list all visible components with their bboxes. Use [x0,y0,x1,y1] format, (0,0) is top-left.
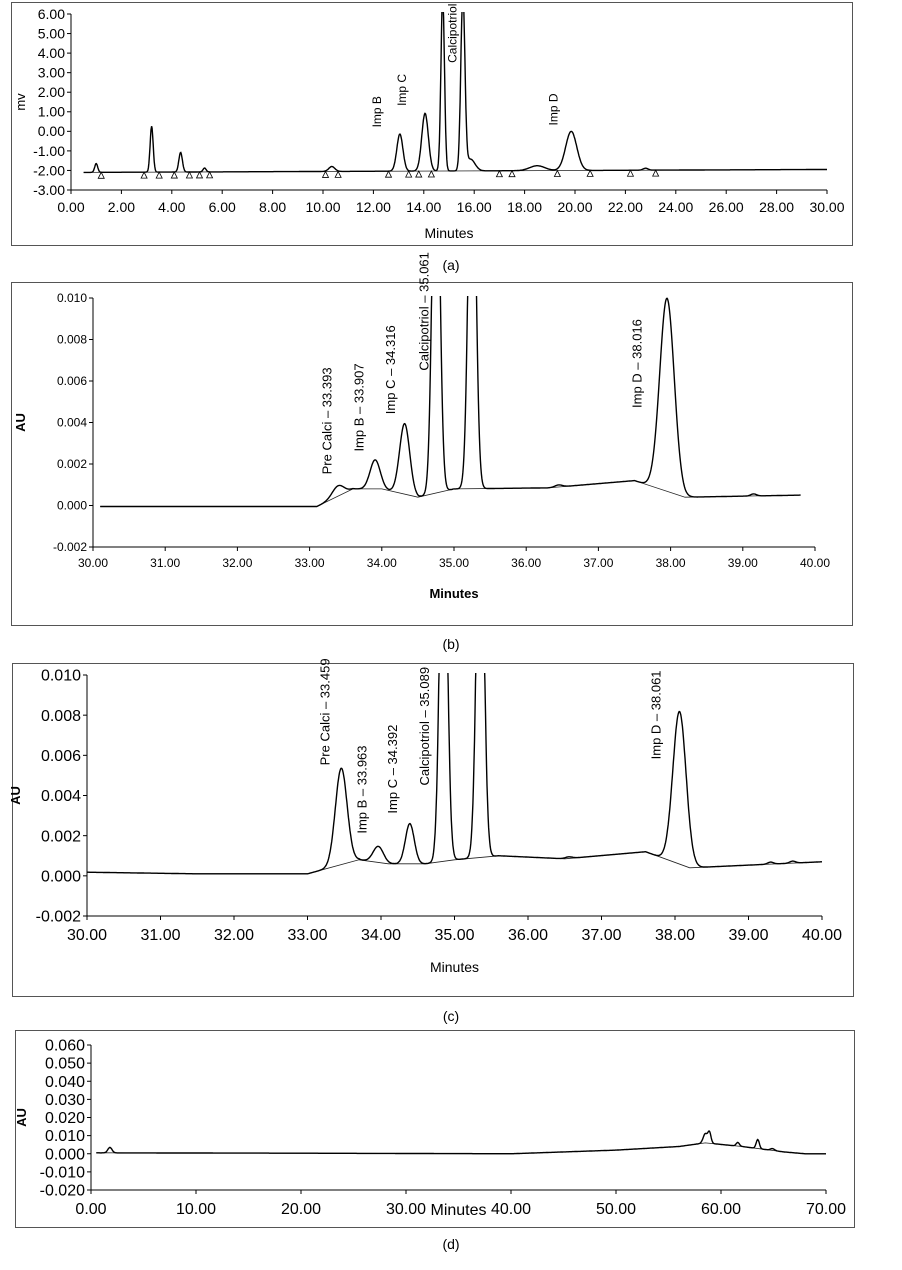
peak-label: Imp B [369,96,384,128]
integration-marker [406,171,412,177]
x-tick-label: 34.00 [360,927,402,944]
x-tick-label: 70.00 [805,1201,847,1218]
integration-marker [653,170,659,176]
y-tick-label: 0.040 [44,1073,85,1091]
y-axis-title: AU [13,413,28,432]
y-tick-label: 6.00 [37,5,65,22]
peak-label: Imp D – 38.016 [629,319,645,408]
integration-marker [197,172,203,178]
integration-marker [386,171,392,177]
integration-marker [428,171,434,177]
integration-marker [171,172,177,178]
x-tick-label: 26.00 [708,199,744,215]
integration-marker [554,171,560,177]
chart-caption-c: (c) [442,1008,460,1024]
y-tick-label: 0.00 [37,123,65,140]
y-tick-label: 0.006 [40,747,81,765]
integration-marker [186,172,192,178]
y-tick-label: 0.030 [44,1091,85,1109]
x-tick-label: 10.00 [305,199,341,215]
integration-marker [627,170,633,176]
integration-marker [496,171,502,177]
y-tick-label: -0.002 [35,908,81,926]
y-tick-label: 0.002 [56,457,87,472]
x-tick-label: 31.00 [150,556,181,570]
peak-label: Imp C – 34.316 [382,325,398,415]
chromatogram-trace [100,286,800,507]
y-tick-label: -3.00 [33,181,65,198]
y-tick-label: 0.000 [40,868,81,886]
x-tick-label: 0.00 [75,1201,107,1218]
peak-label: Imp C [395,73,410,106]
x-tick-label: 8.00 [258,199,287,215]
integration-marker [416,171,422,177]
chart-panel-d [0,1030,902,1270]
x-tick-label: 18.00 [507,199,543,215]
chart-svg-c [0,660,902,1030]
y-tick-label: 0.000 [56,498,87,513]
chart-panel-c [0,660,902,1030]
integration-marker [323,171,329,177]
y-tick-label: 0.008 [56,332,87,347]
chart-panel-a [0,0,902,278]
x-tick-label: 12.00 [355,199,391,215]
x-tick-label: 60.00 [700,1201,742,1218]
y-tick-label: -0.002 [52,540,87,555]
x-tick-label: 35.00 [434,927,475,944]
x-tick-label: 14.00 [406,199,442,215]
y-tick-label: 3.00 [37,64,65,81]
peak-label: Imp B – 33.907 [351,363,367,452]
y-tick-label: 0.020 [44,1110,85,1128]
x-tick-label: 33.00 [287,927,328,944]
x-axis-title: Minutes [429,586,479,601]
y-tick-label: 0.050 [44,1055,85,1073]
x-tick-label: 50.00 [595,1201,637,1218]
x-tick-label: 30.00 [809,199,845,215]
integration-marker [156,172,162,178]
peak-label: Imp D – 38.061 [648,670,664,760]
peak-label: Imp B – 33.963 [354,745,370,834]
y-axis-title: AU [14,1108,29,1127]
y-tick-label: 0.010 [44,1128,85,1146]
y-tick-label: 4.00 [37,45,65,62]
chart-caption-b: (b) [442,636,460,652]
x-tick-label: 20.00 [280,1201,322,1218]
y-tick-label: 0.000 [44,1146,85,1164]
y-tick-label: 0.010 [40,667,81,685]
integration-marker [207,172,213,178]
x-tick-label: 30.00 [385,1201,427,1218]
y-tick-label: -1.00 [33,142,65,159]
x-tick-label: 40.00 [490,1201,532,1218]
x-tick-label: 31.00 [140,927,181,944]
peak-label: Imp D [546,93,561,126]
y-axis-title: mv [13,93,28,111]
y-axis-title: AU [8,786,23,805]
x-axis-title: Minutes [429,959,480,975]
y-tick-label: 0.010 [56,291,87,306]
x-tick-label: 36.00 [511,556,542,570]
y-tick-label: 0.002 [40,828,81,846]
x-tick-label: 39.00 [727,556,758,570]
x-tick-label: 6.00 [208,199,236,215]
y-tick-label: 0.004 [40,788,81,806]
x-tick-label: 32.00 [222,556,253,570]
x-tick-label: 40.00 [799,556,831,570]
y-tick-label: 1.00 [37,103,65,120]
chart-svg-b [0,252,902,660]
x-tick-label: 30.00 [66,927,108,944]
x-tick-label: 10.00 [175,1201,217,1218]
x-tick-label: 37.00 [581,927,622,944]
integration-marker [587,170,593,176]
peak-label: Imp C – 34.392 [385,724,401,814]
x-tick-label: 24.00 [658,199,694,215]
chart-caption-a: (a) [442,257,460,273]
peak-label: Calcipotriol [445,3,460,63]
chart-caption-d: (d) [442,1236,460,1252]
y-tick-label: -0.010 [39,1164,85,1182]
integration-marker [335,171,341,177]
y-tick-label: 0.006 [56,374,87,389]
y-tick-label: 0.008 [40,707,81,725]
x-tick-label: 2.00 [107,199,136,215]
peak-label: Calcipotriol – 35.061 [416,252,432,371]
chromatogram-trace [87,663,822,874]
x-tick-label: 34.00 [366,556,397,570]
chart-baseline [100,481,800,507]
chart-svg-d [0,1030,902,1270]
y-tick-label: 5.00 [37,25,65,42]
x-tick-label: 36.00 [507,927,549,944]
x-tick-label: 38.00 [655,556,686,570]
x-tick-label: 38.00 [654,927,696,944]
x-tick-label: 33.00 [294,556,325,570]
chart-svg-a [0,0,902,278]
x-tick-label: 20.00 [557,199,593,215]
x-tick-label: 30.00 [77,556,109,570]
x-tick-label: 4.00 [158,199,186,215]
peak-label: Pre Calci – 33.393 [319,367,335,475]
x-axis-title: Minutes [424,225,474,241]
x-tick-label: 37.00 [583,556,614,570]
x-tick-label: 32.00 [213,927,255,944]
chromatogram-trace [96,1131,826,1154]
x-tick-label: 28.00 [759,199,795,215]
x-tick-label: 0.00 [57,199,85,215]
peak-label: Calcipotriol – 35.089 [416,666,432,786]
peak-label: Pre Calci – 33.459 [317,658,333,766]
y-tick-label: 0.004 [56,415,87,430]
x-axis-title: Minutes [430,1202,487,1219]
x-tick-label: 22.00 [607,199,643,215]
integration-marker [509,171,515,177]
x-tick-label: 40.00 [801,927,843,944]
y-tick-label: -0.020 [39,1182,85,1200]
y-tick-label: -2.00 [33,162,65,179]
integration-marker [141,172,147,178]
y-tick-label: 2.00 [37,84,65,101]
x-tick-label: 39.00 [728,927,769,944]
chart-panel-b [0,252,902,660]
x-tick-label: 35.00 [438,556,470,570]
integration-marker [98,172,104,178]
x-tick-label: 16.00 [456,199,492,215]
y-tick-label: 0.060 [44,1037,85,1055]
